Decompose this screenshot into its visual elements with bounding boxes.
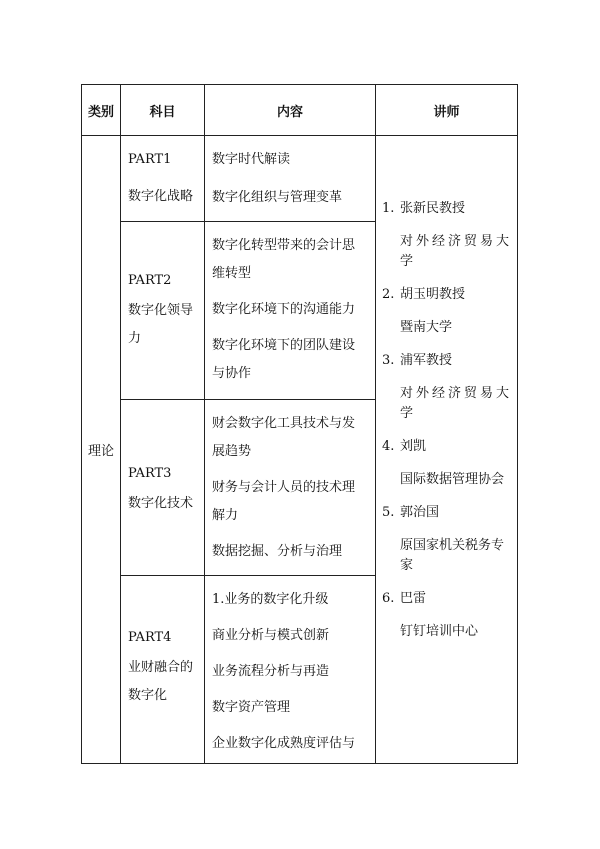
content-line: 财会数字化工具技术与发 xyxy=(212,416,356,431)
part-title: 数字化技术 xyxy=(128,496,194,511)
part-title: 数字化领导 xyxy=(128,303,194,318)
content-line: 数字资产管理 xyxy=(212,700,291,715)
subject-cell xyxy=(121,222,205,400)
content-line: 数字化环境下的沟通能力 xyxy=(212,302,356,317)
header-lecturer: 讲师 xyxy=(376,85,518,136)
lecturer-item xyxy=(382,199,517,272)
content-line: 维转型 xyxy=(212,266,252,281)
content-line: 数字时代解读 xyxy=(212,152,291,167)
lecturer-org: 对外经济贸易大 xyxy=(400,234,513,249)
part-label: PART3 xyxy=(128,466,172,481)
lecturer-name: 浦军教授 xyxy=(400,353,453,368)
lecturer-cell xyxy=(376,136,518,764)
content-line: 业务流程分析与再造 xyxy=(212,664,330,679)
lecturer-item xyxy=(382,285,517,338)
part-title: 数字化 xyxy=(128,688,168,703)
part-label: PART2 xyxy=(128,273,172,288)
lecturer-number: 2. xyxy=(382,287,395,302)
content-cell xyxy=(205,136,376,222)
header-row xyxy=(82,85,518,136)
category-cell: 理论 xyxy=(82,136,121,764)
lecturer-name: 郭治国 xyxy=(400,505,440,520)
table-row-part1 xyxy=(82,136,518,222)
lecturer-name: 胡玉明教授 xyxy=(400,287,466,302)
subject-cell xyxy=(121,400,205,576)
part-title: 业财融合的 xyxy=(128,660,194,675)
header-content: 内容 xyxy=(205,85,376,136)
lecturer-org: 对外经济贸易大 xyxy=(400,386,513,401)
lecturer-number: 6. xyxy=(382,591,395,606)
content-line: 1.业务的数字化升级 xyxy=(212,592,329,607)
header-category: 类别 xyxy=(82,85,121,136)
lecturer-name: 巴雷 xyxy=(400,591,427,606)
content-line: 数字化转型带来的会计思 xyxy=(212,238,356,253)
content-line: 数字化环境下的团队建设 xyxy=(212,338,356,353)
lecturer-item xyxy=(382,437,517,490)
lecturer-org: 学 xyxy=(400,254,414,269)
content-cell xyxy=(205,400,376,576)
lecturer-name: 张新民教授 xyxy=(400,201,466,216)
lecturer-number: 3. xyxy=(382,353,395,368)
lecturer-number: 5. xyxy=(382,505,395,520)
lecturer-item xyxy=(382,503,517,576)
lecturer-number: 1. xyxy=(382,201,395,216)
lecturer-item xyxy=(382,589,517,642)
content-line: 数据挖掘、分析与治理 xyxy=(212,544,343,559)
lecturer-name: 刘凯 xyxy=(400,439,427,454)
lecturer-org: 钉钉培训中心 xyxy=(400,624,479,639)
lecturer-org: 学 xyxy=(400,406,414,421)
part-label: PART4 xyxy=(128,630,172,645)
content-cell xyxy=(205,222,376,400)
content-line: 财务与会计人员的技术理 xyxy=(212,480,356,495)
content-line: 数字化组织与管理变革 xyxy=(212,190,343,205)
header-subject: 科目 xyxy=(121,85,205,136)
content-line: 解力 xyxy=(212,508,239,523)
content-line: 与协作 xyxy=(212,366,252,381)
part-label: PART1 xyxy=(128,152,172,167)
part-title: 力 xyxy=(128,331,142,346)
content-line: 企业数字化成熟度评估与 xyxy=(212,736,356,751)
lecturer-number: 4. xyxy=(382,439,395,454)
subject-cell xyxy=(121,576,205,764)
subject-cell xyxy=(121,136,205,222)
lecturer-item xyxy=(382,351,517,424)
lecturer-org: 家 xyxy=(400,558,414,573)
content-line: 商业分析与模式创新 xyxy=(212,628,330,643)
part-title: 数字化战略 xyxy=(128,189,194,204)
content-line: 展趋势 xyxy=(212,444,252,459)
course-table xyxy=(81,84,518,764)
content-cell xyxy=(205,576,376,764)
lecturer-org: 原国家机关税务专 xyxy=(400,538,505,553)
lecturer-org: 暨南大学 xyxy=(400,320,453,335)
lecturer-org: 国际数据管理协会 xyxy=(400,472,505,487)
